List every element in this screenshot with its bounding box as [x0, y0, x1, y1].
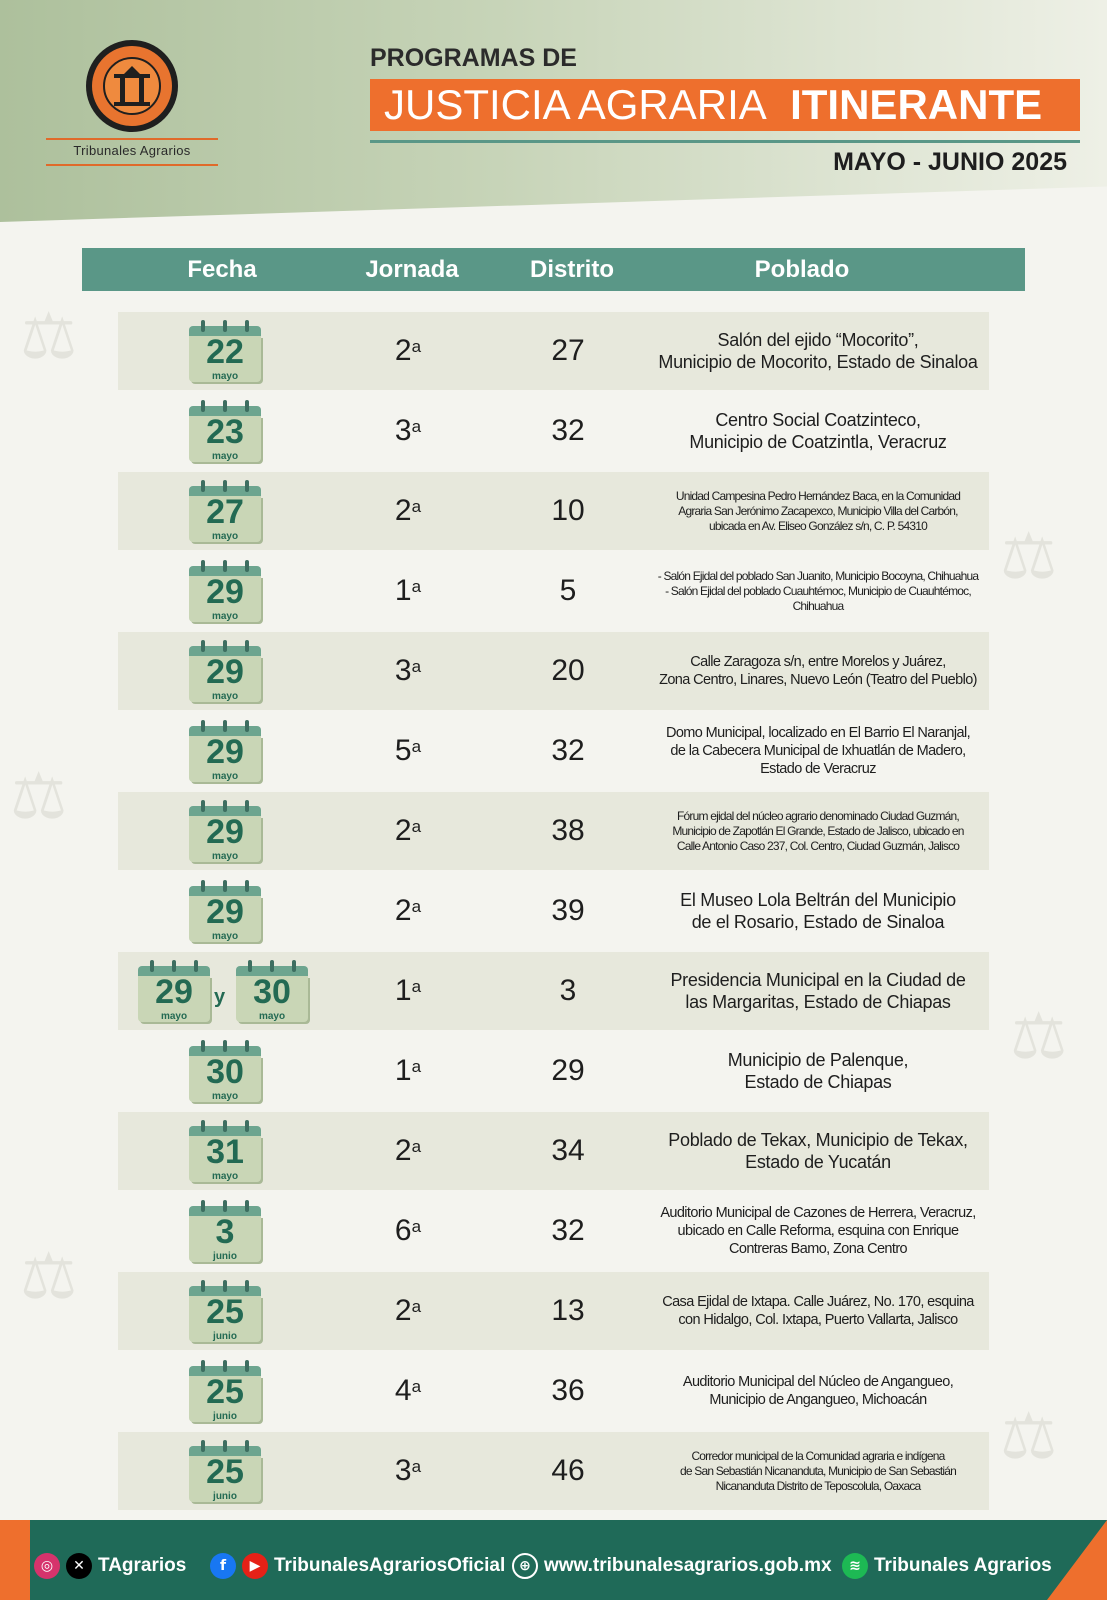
poblado-cell: Auditorio Municipal de Cazones de Herrera, Veracruz, ubicado en Calle Reforma, esquina con Enrique Contreras Bamo, Zona Centro: [660, 1204, 976, 1258]
youtube-icon: ▶: [242, 1553, 268, 1579]
table-row: [118, 952, 989, 1030]
poblado-cell: - Salón Ejidal del poblado San Juanito, Municipio Bocoyna, Chihuahua - Salón Ejidal del poblado Cuauhtémoc, Municipio de Cuauhtémoc, Chihuahua: [657, 568, 979, 613]
calendar-date-icon: [189, 878, 261, 942]
calendar-ring: [201, 800, 205, 812]
date-day: 29: [206, 573, 244, 611]
date-day: 30: [206, 1053, 244, 1091]
footer-spotify-text: Tribunales Agrarios: [874, 1555, 1052, 1576]
footer-accent-left: [0, 1520, 30, 1600]
poblado-cell: Centro Social Coatzinteco, Municipio de Coatzintla, Veracruz: [689, 409, 947, 452]
logo-caption: Tribunales Agrarios: [46, 138, 218, 166]
date-day: 29: [206, 733, 244, 771]
date-day: 27: [206, 493, 244, 531]
table-row: [118, 792, 989, 870]
watermark-scales-icon: ⚖: [1000, 520, 1058, 594]
calendar-ring: [245, 560, 249, 572]
calendar-date-icon: [189, 1278, 261, 1342]
poblado-cell: Domo Municipal, localizado en El Barrio El Naranjal, de la Cabecera Municipal de Ixhuatlán de Madero, Estado de Veracruz: [665, 724, 971, 778]
date-month: mayo: [211, 1171, 239, 1182]
distrito-cell: 3: [559, 974, 577, 1007]
calendar-ring: [248, 960, 252, 972]
ordinal-mark: a: [411, 1137, 422, 1156]
poblado-cell: Fórum ejidal del núcleo agrario denominado Ciudad Guzmán, Municipio de Zapotlán El Grande, Estado de Jalisco, ubicado en Calle Antonio Caso 237, Col. Centro, Ciudad Guzmán, Jalisco: [672, 808, 964, 853]
jornada-cell: [338, 1032, 478, 1110]
title-pre: PROGRAMAS DE: [370, 44, 577, 72]
table-row: [118, 392, 989, 470]
date-joiner: y: [214, 986, 226, 1008]
x-icon: ✕: [66, 1553, 92, 1579]
poblado-cell: Unidad Campesina Pedro Hernández Baca, en la Comunidad Agraria San Jerónimo Zacapexco, Municipio Villa del Carbón, ubicada en Av. Eliseo González s/n, C. P. 54310: [675, 488, 961, 533]
jornada-cell: [338, 1432, 478, 1510]
calendar-ring: [245, 1040, 249, 1052]
footer-handle-text: TAgrarios: [98, 1555, 187, 1576]
date-month: mayo: [258, 1011, 286, 1022]
date-month: mayo: [211, 531, 239, 542]
calendar-ring: [201, 1360, 205, 1372]
distrito-cell: 38: [551, 814, 585, 847]
calendar-ring: [245, 880, 249, 892]
jornada-number: 1: [394, 1054, 412, 1087]
distrito-cell: 10: [551, 494, 585, 527]
calendar-ring: [223, 1360, 227, 1372]
table-header: [82, 248, 1025, 291]
calendar-ring: [270, 960, 274, 972]
calendar-ring: [223, 880, 227, 892]
calendar-ring: [245, 720, 249, 732]
table-row: [118, 552, 989, 630]
calendar-date-icon: [189, 1358, 261, 1422]
date-month: junio: [213, 1411, 237, 1422]
calendar-ring: [201, 320, 205, 332]
date-day: 30: [253, 973, 291, 1011]
date-day: 25: [206, 1373, 244, 1411]
calendar-date-icon: [138, 958, 210, 1022]
calendar-ring: [223, 640, 227, 652]
poblado-cell: Poblado de Tekax, Municipio de Tekax, Estado de Yucatán: [668, 1129, 968, 1172]
date-month: mayo: [211, 611, 239, 622]
facebook-icon: f: [210, 1553, 236, 1579]
distrito-cell: 13: [551, 1294, 585, 1327]
distrito-cell: 5: [559, 574, 577, 607]
ordinal-mark: a: [411, 737, 422, 756]
calendar-date-icon: [189, 638, 261, 702]
jornada-cell: [338, 952, 478, 1030]
calendar-ring: [201, 880, 205, 892]
calendar-ring: [223, 800, 227, 812]
ordinal-mark: a: [411, 817, 422, 836]
calendar-ring: [150, 960, 154, 972]
calendar-ring: [201, 560, 205, 572]
calendar-date-icon: [189, 798, 261, 862]
jornada-cell: [338, 552, 478, 630]
calendar-ring: [223, 400, 227, 412]
footer-website-text: www.tribunalesagrarios.gob.mx: [544, 1555, 832, 1576]
poblado-cell: Municipio de Palenque, Estado de Chiapas: [727, 1049, 909, 1092]
ordinal-mark: a: [411, 1297, 422, 1316]
date-day: 31: [206, 1133, 244, 1171]
jornada-number: 1: [394, 974, 412, 1007]
date-month: mayo: [211, 451, 239, 462]
calendar-ring: [223, 1280, 227, 1292]
distrito-cell: 27: [551, 334, 585, 367]
table-row: [118, 872, 989, 950]
calendar-ring: [223, 720, 227, 732]
ordinal-mark: a: [411, 1057, 422, 1076]
jornada-number: 2: [394, 814, 412, 847]
jornada-cell: [338, 1272, 478, 1350]
table-row: [118, 1112, 989, 1190]
ordinal-mark: a: [411, 497, 422, 516]
date-month: mayo: [160, 1011, 188, 1022]
calendar-ring: [201, 400, 205, 412]
jornada-cell: [338, 1352, 478, 1430]
distrito-cell: 39: [551, 894, 585, 927]
date-day: 29: [206, 813, 244, 851]
jornada-cell: [338, 472, 478, 550]
calendar-ring: [245, 1440, 249, 1452]
poblado-cell: Presidencia Municipal en la Ciudad de las Margaritas, Estado de Chiapas: [670, 969, 966, 1012]
poblado-cell: Corredor municipal de la Comunidad agraria e indígena de San Sebastián Nicananduta, Municipio de San Sebastián Nicananduta Distrito de Teposcolula, Oaxaca: [679, 1448, 957, 1493]
calendar-ring: [201, 1040, 205, 1052]
ordinal-mark: a: [411, 337, 422, 356]
globe-icon: ⊕: [512, 1553, 538, 1579]
footer-website[interactable]: [512, 1553, 832, 1579]
distrito-cell: 32: [551, 414, 585, 447]
calendar-ring: [223, 1040, 227, 1052]
calendar-ring: [245, 480, 249, 492]
ordinal-mark: a: [411, 417, 422, 436]
jornada-number: 3: [394, 654, 412, 687]
watermark-scales-icon: ⚖: [20, 1240, 78, 1314]
calendar-ring: [201, 720, 205, 732]
date-month: mayo: [211, 851, 239, 862]
date-month: junio: [213, 1251, 237, 1262]
ordinal-mark: a: [411, 897, 422, 916]
calendar-ring: [223, 1440, 227, 1452]
jornada-number: 4: [394, 1374, 412, 1407]
calendar-ring: [201, 1120, 205, 1132]
date-month: mayo: [211, 771, 239, 782]
date-day: 25: [206, 1293, 244, 1331]
calendar-ring: [201, 640, 205, 652]
calendar-date-icon: [189, 398, 261, 462]
poblado-cell: El Museo Lola Beltrán del Municipio de el Rosario, Estado de Sinaloa: [680, 889, 956, 932]
ordinal-mark: a: [411, 977, 422, 996]
spotify-icon: ≋: [842, 1553, 868, 1579]
jornada-cell: [338, 312, 478, 390]
calendar-date-icon: [189, 1118, 261, 1182]
calendar-date-icon: [189, 558, 261, 622]
instagram-icon: ◎: [34, 1553, 60, 1579]
watermark-scales-icon: ⚖: [1010, 1000, 1068, 1074]
calendar-date-icon: [189, 718, 261, 782]
footer-accent-right: [1047, 1520, 1107, 1600]
footer-spotify[interactable]: [842, 1553, 1052, 1579]
distrito-cell: 36: [551, 1374, 585, 1407]
calendar-ring: [223, 320, 227, 332]
date-day: 25: [206, 1453, 244, 1491]
date-day: 29: [206, 653, 244, 691]
calendar-ring: [245, 1360, 249, 1372]
calendar-ring: [201, 1440, 205, 1452]
table-row: [118, 1032, 989, 1110]
calendar-ring: [245, 1280, 249, 1292]
title-main-a: JUSTICIA AGRARIA: [384, 81, 767, 128]
calendar-ring: [245, 800, 249, 812]
date-day: 29: [206, 893, 244, 931]
date-month: mayo: [211, 931, 239, 942]
table-row: [118, 472, 989, 550]
tribunales-agrarios-logo: [84, 38, 180, 134]
col-header-poblado: Poblado: [754, 256, 850, 283]
col-header-distrito: Distrito: [530, 256, 614, 283]
jornada-number: 2: [394, 894, 412, 927]
jornada-cell: [338, 792, 478, 870]
ordinal-mark: a: [411, 657, 422, 676]
date-day: 3: [215, 1213, 235, 1251]
jornada-number: 2: [394, 334, 412, 367]
date-day: 23: [206, 413, 244, 451]
calendar-date-icon: [189, 1038, 261, 1102]
footer-social-handle[interactable]: [34, 1553, 186, 1579]
poblado-cell: Casa Ejidal de Ixtapa. Calle Juárez, No. 170, esquina con Hidalgo, Col. Ixtapa, Puerto Vallarta, Jalisco: [662, 1293, 974, 1328]
col-header-jornada: Jornada: [365, 256, 459, 283]
calendar-ring: [172, 960, 176, 972]
ordinal-mark: a: [411, 1217, 422, 1236]
watermark-scales-icon: ⚖: [20, 300, 78, 374]
watermark-scales-icon: ⚖: [10, 760, 68, 834]
distrito-cell: 20: [551, 654, 585, 687]
calendar-ring: [245, 320, 249, 332]
jornada-number: 5: [394, 734, 412, 767]
distrito-cell: 29: [551, 1054, 585, 1087]
jornada-number: 2: [394, 1134, 412, 1167]
title-band: [370, 79, 1080, 131]
jornada-number: 3: [394, 414, 412, 447]
calendar-ring: [223, 1120, 227, 1132]
distrito-cell: 34: [551, 1134, 585, 1167]
calendar-date-icon: [189, 318, 261, 382]
col-header-fecha: Fecha: [187, 256, 257, 283]
date-month: junio: [213, 1331, 237, 1342]
jornada-cell: [338, 712, 478, 790]
table-row: [118, 1432, 989, 1510]
ordinal-mark: a: [411, 1457, 422, 1476]
jornada-number: 2: [394, 494, 412, 527]
calendar-ring: [223, 1200, 227, 1212]
calendar-ring: [201, 480, 205, 492]
date-month: junio: [213, 1491, 237, 1502]
jornada-cell: [338, 872, 478, 950]
calendar-date-icon: [189, 1438, 261, 1502]
poblado-cell: Salón del ejido “Mocorito”, Municipio de Mocorito, Estado de Sinaloa: [658, 329, 978, 372]
jornada-cell: [338, 1112, 478, 1190]
table-row: [118, 1192, 989, 1270]
calendar-ring: [245, 640, 249, 652]
table-row: [118, 1352, 989, 1430]
calendar-date-icon: [236, 958, 308, 1022]
title-rule: [370, 140, 1080, 143]
table-row: [118, 312, 989, 390]
jornada-number: 1: [394, 574, 412, 607]
calendar-ring: [245, 1120, 249, 1132]
calendar-ring: [201, 1200, 205, 1212]
calendar-ring: [201, 1280, 205, 1292]
date-month: mayo: [211, 691, 239, 702]
jornada-number: 2: [394, 1294, 412, 1327]
distrito-cell: 32: [551, 1214, 585, 1247]
table-row: [118, 712, 989, 790]
calendar-ring: [223, 480, 227, 492]
poblado-cell: Calle Zaragoza s/n, entre Morelos y Juárez, Zona Centro, Linares, Nuevo León (Teatro del Pueblo): [659, 653, 977, 688]
calendar-ring: [194, 960, 198, 972]
date-month: mayo: [211, 1091, 239, 1102]
calendar-ring: [245, 1200, 249, 1212]
date-day: 22: [206, 333, 244, 371]
jornada-cell: [338, 392, 478, 470]
ordinal-mark: a: [411, 577, 422, 596]
distrito-cell: 46: [551, 1454, 585, 1487]
table-row: [118, 1272, 989, 1350]
calendar-ring: [245, 400, 249, 412]
watermark-scales-icon: ⚖: [1000, 1400, 1058, 1474]
jornada-number: 3: [394, 1454, 412, 1487]
title-main-b: ITINERANTE: [790, 81, 1043, 128]
footer-page-text: TribunalesAgrariosOficial: [274, 1555, 506, 1576]
date-month: mayo: [211, 371, 239, 382]
jornada-cell: [338, 632, 478, 710]
calendar-ring: [292, 960, 296, 972]
title-period: MAYO - JUNIO 2025: [833, 148, 1067, 176]
date-day: 29: [155, 973, 193, 1011]
ordinal-mark: a: [411, 1377, 422, 1396]
poblado-cell: Auditorio Municipal del Núcleo de Angangueo, Municipio de Angangueo, Michoacán: [682, 1373, 954, 1408]
jornada-cell: [338, 1192, 478, 1270]
calendar-ring: [223, 560, 227, 572]
distrito-cell: 32: [551, 734, 585, 767]
footer-social-page[interactable]: [210, 1553, 505, 1579]
jornada-number: 6: [394, 1214, 412, 1247]
calendar-date-icon: [189, 478, 261, 542]
calendar-date-icon: [189, 1198, 261, 1262]
table-row: [118, 632, 989, 710]
